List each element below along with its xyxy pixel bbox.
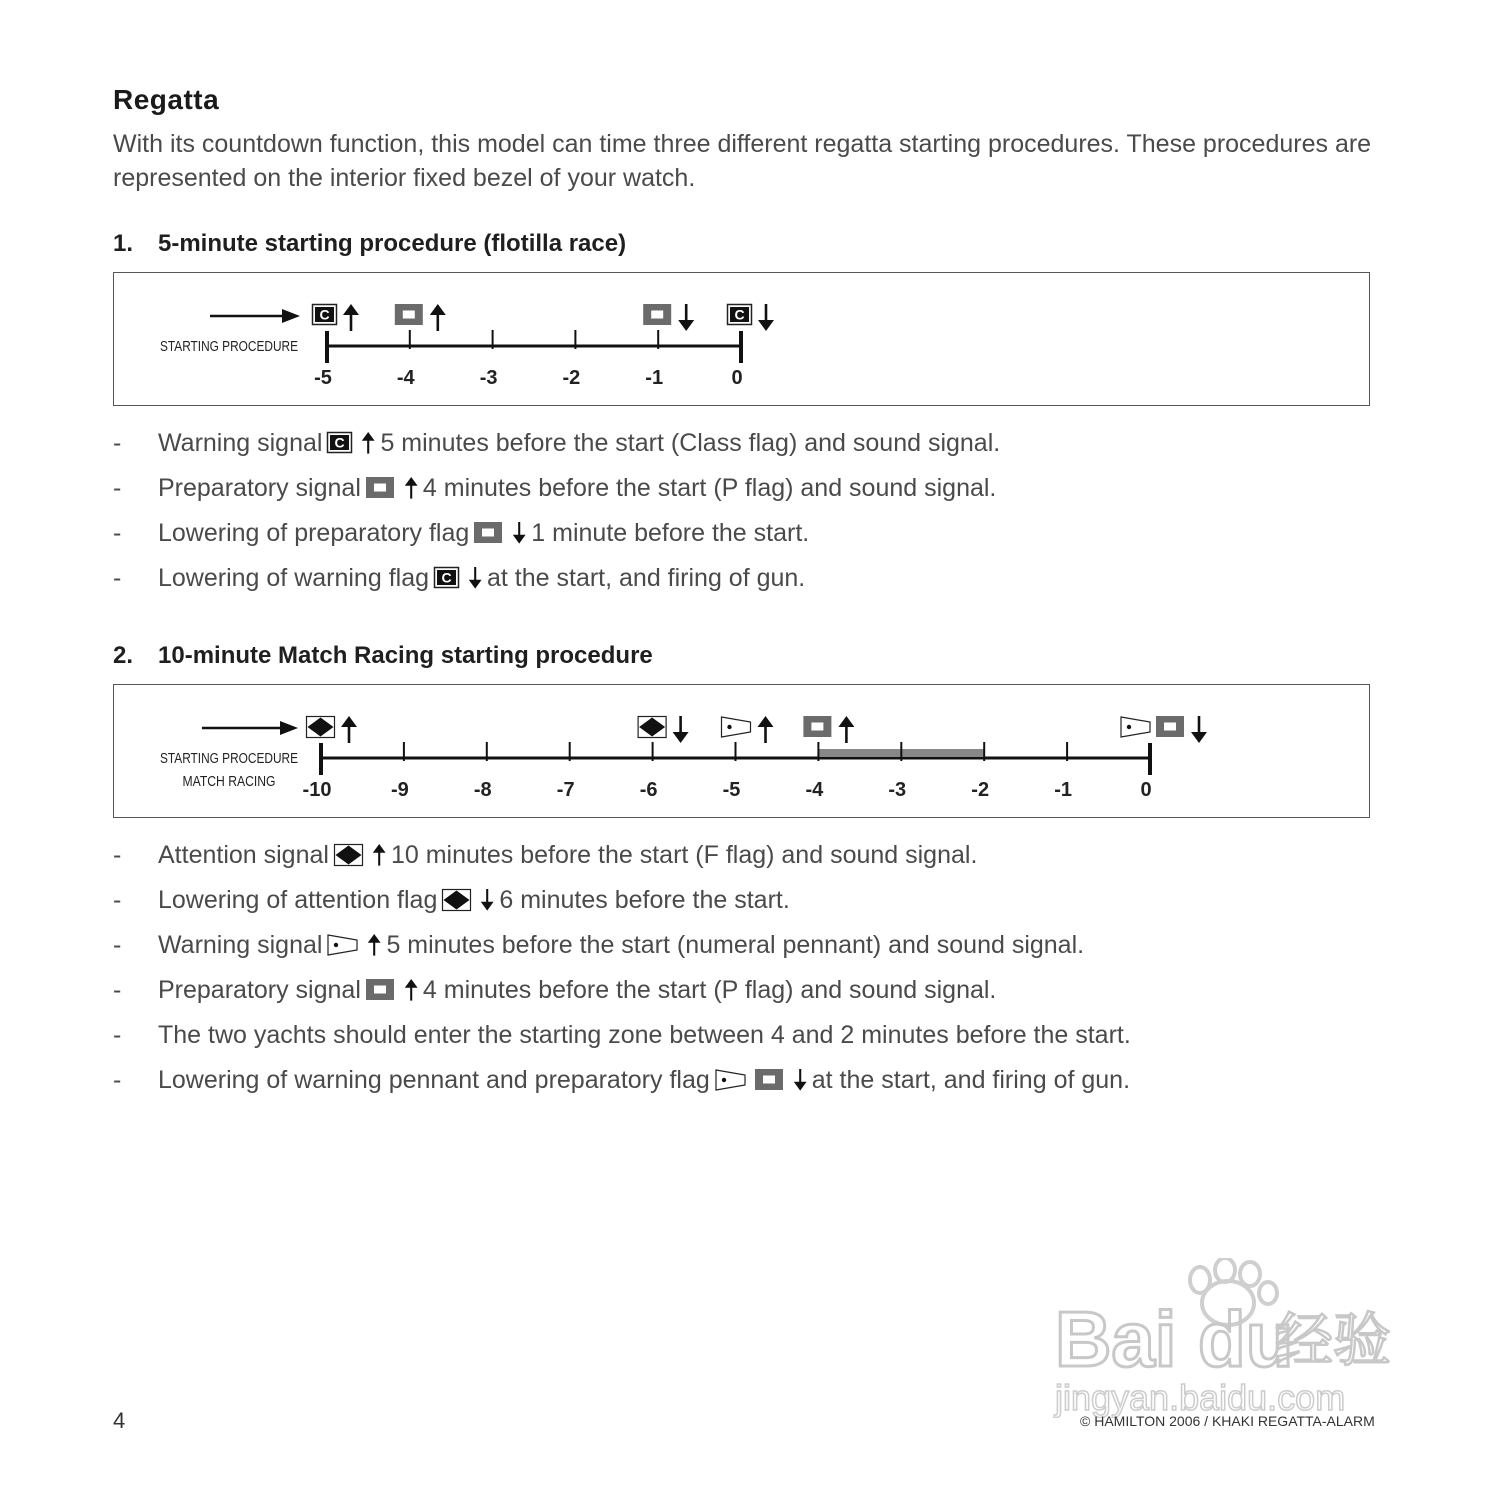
arrow-down-icon	[467, 566, 483, 590]
section2-item	[113, 1020, 1373, 1065]
bullet-text-before: Lowering of preparatory flag	[158, 519, 470, 547]
pennant-flag-icon	[714, 1068, 750, 1092]
bullet-text-after: at the start, and firing of gun.	[811, 1066, 1131, 1094]
tick-label: -10	[302, 779, 332, 801]
arrow-up-icon	[403, 476, 419, 500]
bullet-text	[158, 840, 977, 870]
bullet-text-before: The two yachts should enter the starting zone between 4 and 2 minutes before the start.	[158, 1021, 1131, 1049]
section2-item	[113, 840, 1373, 885]
arrow-up-icon	[366, 933, 382, 957]
bullet-dash: -	[113, 976, 122, 1004]
section1-item	[113, 518, 1373, 563]
bullet-text	[158, 930, 1084, 960]
section1-item	[113, 428, 1373, 473]
bullet-text-before: Preparatory signal	[158, 976, 361, 1004]
arrow-up-icon	[341, 716, 357, 743]
arrow-up-icon	[430, 304, 446, 331]
arrow-down-icon	[479, 888, 495, 912]
class-flag-icon	[326, 431, 356, 455]
section1-number: 1.	[113, 230, 134, 257]
section2-list	[113, 840, 1373, 1110]
copyright: © HAMILTON 2006 / KHAKI REGATTA-ALARM	[1080, 1413, 1375, 1429]
bullet-text-after: 10 minutes before the start (F flag) and sound signal.	[390, 841, 978, 869]
bullet-dash: -	[113, 429, 122, 457]
bullet-dash: -	[113, 1021, 122, 1049]
page-title: Regatta	[113, 84, 220, 115]
svg-text:C: C	[441, 569, 452, 586]
bullet-text	[158, 428, 1000, 458]
arrow-down-icon	[792, 1068, 808, 1092]
bullet-text	[158, 518, 809, 548]
class-flag-icon	[728, 305, 752, 325]
bullet-text	[158, 975, 996, 1005]
arrow-up-icon	[758, 716, 774, 743]
procedure-arrowhead	[282, 309, 300, 323]
bullet-text-before: Attention signal	[158, 841, 329, 869]
p-flag-icon	[473, 521, 507, 545]
bullet-text-after: 1 minute before the start.	[531, 519, 810, 547]
bullet-text-after: 5 minutes before the start (Class flag) and sound signal.	[380, 429, 1001, 457]
section2-title: 10-minute Match Racing starting procedure	[158, 642, 653, 669]
tick-label: -1	[645, 367, 664, 389]
timeline-5-minute	[114, 273, 1369, 405]
svg-text:C: C	[319, 306, 330, 323]
watermark-brand: Bai du	[1055, 1295, 1294, 1383]
section1-heading	[113, 230, 626, 258]
section2-heading	[113, 642, 653, 670]
tick-label: -2	[971, 779, 990, 801]
tick-label: -5	[722, 779, 741, 801]
section1-title: 5-minute starting procedure (flotilla race)	[158, 230, 627, 257]
procedure-arrowhead	[280, 721, 298, 735]
p-flag-icon	[754, 1068, 788, 1092]
bullet-text	[158, 1020, 1131, 1050]
bullet-dash: -	[113, 886, 122, 914]
bullet-text-after: 6 minutes before the start.	[499, 886, 790, 914]
diagram-10-minute	[113, 684, 1370, 818]
bullet-dash: -	[113, 1066, 122, 1094]
bullet-text-before: Lowering of warning pennant and preparatory flag	[158, 1066, 710, 1094]
bullet-text	[158, 885, 790, 915]
bullet-text	[158, 1065, 1130, 1095]
bullet-text-after: 4 minutes before the start (P flag) and sound signal.	[422, 976, 997, 1004]
arrow-up-icon	[360, 431, 376, 455]
section2-number: 2.	[113, 642, 134, 669]
f-flag-icon	[333, 843, 367, 867]
f-flag-icon	[307, 717, 335, 738]
tick-label: 0	[731, 367, 743, 389]
bullet-dash: -	[113, 841, 122, 869]
pennant-flag-icon	[722, 717, 751, 737]
procedure-label: STARTING PROCEDURE	[160, 750, 298, 767]
pennant-flag-icon	[326, 933, 362, 957]
bullet-text-before: Preparatory signal	[158, 474, 361, 502]
arrow-down-icon	[673, 716, 689, 743]
f-flag-icon	[441, 888, 475, 912]
p-flag-icon	[365, 978, 399, 1002]
bullet-text-before: Warning signal	[158, 429, 323, 457]
arrow-down-icon	[511, 521, 527, 545]
p-flag-icon	[1156, 716, 1184, 737]
svg-text:C: C	[334, 434, 345, 451]
bullet-text	[158, 563, 805, 593]
arrow-up-icon	[371, 843, 387, 867]
bullet-dash: -	[113, 564, 122, 592]
bullet-text-after: 5 minutes before the start (numeral pennant) and sound signal.	[386, 931, 1085, 959]
watermark-url: jingyan.baidu.com	[1055, 1377, 1346, 1418]
section1-item	[113, 563, 1373, 608]
section1-list	[113, 428, 1373, 608]
arrow-up-icon	[343, 304, 359, 331]
p-flag-icon	[803, 716, 831, 737]
diagram-5-minute	[113, 272, 1370, 406]
section2-item	[113, 930, 1373, 975]
baidu-jingyan-watermark	[1050, 1258, 1400, 1418]
p-flag-icon	[365, 476, 399, 500]
arrow-down-icon	[758, 304, 774, 331]
bullet-text-before: Lowering of attention flag	[158, 886, 438, 914]
tick-label: -1	[1054, 779, 1072, 801]
tick-label: -3	[888, 779, 907, 801]
tick-label: -5	[314, 367, 332, 389]
watermark-cn: 经验	[1275, 1306, 1392, 1374]
procedure-label: MATCH RACING	[182, 773, 276, 790]
bullet-text	[158, 473, 996, 503]
arrow-down-icon	[678, 304, 694, 331]
bullet-text-before: Lowering of warning flag	[158, 564, 429, 592]
bullet-text-before: Warning signal	[158, 931, 323, 959]
tick-label: -8	[473, 779, 492, 801]
timeline-10-minute	[114, 685, 1369, 817]
tick-label: -6	[639, 779, 658, 801]
arrow-down-icon	[1191, 716, 1207, 743]
bullet-dash: -	[113, 931, 122, 959]
procedure-label: STARTING PROCEDURE	[160, 338, 298, 355]
arrow-up-icon	[403, 978, 419, 1002]
tick-label: -3	[479, 367, 498, 389]
bullet-dash: -	[113, 519, 122, 547]
section2-item	[113, 975, 1373, 1020]
tick-label: -9	[391, 779, 409, 801]
section2-item	[113, 885, 1373, 930]
intro-paragraph: With its countdown function, this model can time three different regatta starting procedures. These procedures are represented on the interior fixed bezel of your watch.	[113, 130, 1372, 192]
tick-label: -7	[556, 779, 575, 801]
page-number: 4	[113, 1408, 126, 1433]
tick-label: -2	[562, 367, 581, 389]
tick-label: 0	[1140, 779, 1152, 801]
bullet-text-after: at the start, and firing of gun.	[487, 564, 806, 592]
tick-label: -4	[396, 367, 415, 389]
bullet-text-after: 4 minutes before the start (P flag) and sound signal.	[422, 474, 997, 502]
f-flag-icon	[638, 717, 666, 738]
p-flag-icon	[643, 304, 671, 325]
section1-item	[113, 473, 1373, 518]
svg-text:C: C	[734, 306, 745, 323]
class-flag-icon	[433, 566, 463, 590]
arrow-up-icon	[838, 716, 854, 743]
pennant-flag-icon	[1121, 717, 1150, 737]
section2-item	[113, 1065, 1373, 1110]
class-flag-icon	[313, 305, 337, 325]
bullet-dash: -	[113, 474, 122, 502]
tick-label: -4	[805, 779, 824, 801]
p-flag-icon	[395, 304, 423, 325]
